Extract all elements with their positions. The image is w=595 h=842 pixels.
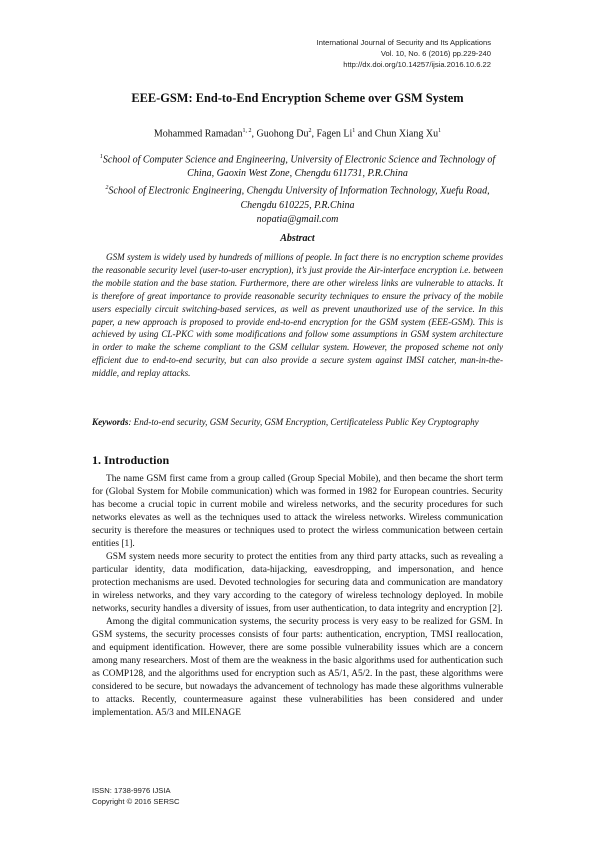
- journal-header: [317, 37, 491, 70]
- body-paragraph: The name GSM first came from a group called (Group Special Mobile), and then became the short term for (Global System for Mobile communication) which was formed in 1982 for European countries. Security has become a crucial topic in current mobile and wireless networks, and the security procedures for such networks elevates as well as the techniques used to attack the wireless networks. Wireless communication security is therefore the measures or techniques used to protect the wirless communication between certain entities [1].: [92, 474, 503, 549]
- author-affiliation-mark: 1: [438, 128, 442, 134]
- affiliations: [92, 150, 503, 227]
- affiliation-2: [92, 181, 503, 212]
- author-name: Fagen Li: [316, 128, 353, 140]
- author-separator: and: [355, 128, 375, 140]
- author-affiliation-mark: 2: [308, 128, 312, 134]
- author-email[interactable]: nopatia@gmail.com: [256, 213, 339, 225]
- issn: ISSN: 1738-9976 IJSIA: [92, 786, 171, 795]
- author-affiliation-mark: 1, 2: [242, 128, 252, 134]
- author-name: Guohong Du: [256, 128, 309, 140]
- abstract-heading: Abstract: [280, 233, 315, 244]
- body-paragraph: Among the digital communication systems, the security process is very easy to be realized for GSM. In GSM systems, the security processes consists of four parts: authentication, encryption, TMSI reallocation, and equipment identification. However, there are some possible vulnerability issues which are a concern among many researchers. Most of them are the weakness in the basic algorithms used for authentication such as COMP128, and the algorithms used for encryption such as A5/1, A5/2. In the past, these algorithms were considered to be secure, but nowadays the advancement of technology has made these algorithms vulnerable to attacks. Recently, countermeasure against these vulnerabilities has been considered and under implementation. A5/3 and MILENAGE: [92, 617, 503, 718]
- body-paragraph: GSM system needs more security to protect the entities from any third party attacks, such as revealing a particular identity, data modification, data-hijacking, eavesdropping, and impersonation, and hence protection mechanisms are used. Devoted technologies for securing data and communication are mandatory in wireless networks, and they vary according to the category of wireless technology deployed. In mobile networks, security handles a diversity of issues, from user authentication, to data integrity and encryption [2].: [92, 552, 503, 614]
- author-name: Mohammed Ramadan: [153, 128, 243, 140]
- journal-name: International Journal of Security and Its Applications: [316, 38, 491, 47]
- introduction-body: [92, 473, 503, 720]
- abstract-text: GSM system is widely used by hundreds of millions of people. In fact there is no encryption scheme provides the reasonable security level (user-to-user encryption), it’s just provide the Air-interface encryption i.e. between the mobile station and the base station. Furthermore, there are other wireless links are vulnerable to attacks. It is therefore of great importance to provide reasonable security techniques to ensure the privacy of the mobile users especially circuit switching-based services, as well as prevent unauthorized use of the service. In this paper, a new approach is proposed to provide end-to-end encryption for the GSM system (EEE-GSM). This is achieved by using CL-PKC with some modifications and follow some assumptions in GSM system architecture in order to make the scheme compliant to the GSM cellular system. However, the proposed scheme not only efficient due to end-to-end security, but can also provide a secure system against IMSI catcher, man-in-the-middle, and replay attacks.: [92, 252, 503, 379]
- author-name: Chun Xiang Xu: [374, 128, 439, 140]
- affiliation-1: [92, 150, 503, 181]
- keywords-text: : End-to-end security, GSM Security, GSM Encryption, Certificateless Public Key Cryptography: [128, 417, 479, 427]
- journal-doi[interactable]: http://dx.doi.org/10.14257/ijsia.2016.10.6.22: [343, 60, 491, 69]
- paper-title: EEE-GSM: End-to-End Encryption Scheme over GSM System: [131, 91, 464, 105]
- affiliation-text: School of Computer Science and Engineering, University of Electronic Science and Technology of China, Gaoxin West Zone, Chengdu 611731, P.R.China: [102, 154, 496, 180]
- affiliation-text: School of Electronic Engineering, Chengdu University of Information Technology, Xuefu Road, Chengdu 610225, P.R.China: [108, 185, 490, 211]
- copyright: Copyright © 2016 SERSC: [92, 797, 180, 806]
- affiliation-mark: 2: [105, 185, 109, 192]
- affiliation-mark: 1: [99, 154, 103, 160]
- author-separator: ,: [251, 128, 257, 140]
- keywords: [92, 416, 503, 429]
- author-affiliation-mark: 1: [352, 128, 356, 134]
- author-separator: ,: [311, 128, 317, 140]
- page-footer: [92, 785, 179, 807]
- journal-volume: Vol. 10, No. 6 (2016) pp.229-240: [380, 49, 491, 58]
- section-heading-introduction: 1. Introduction: [92, 453, 170, 467]
- keywords-label: Keywords: [92, 417, 129, 427]
- author-list: [0, 128, 595, 139]
